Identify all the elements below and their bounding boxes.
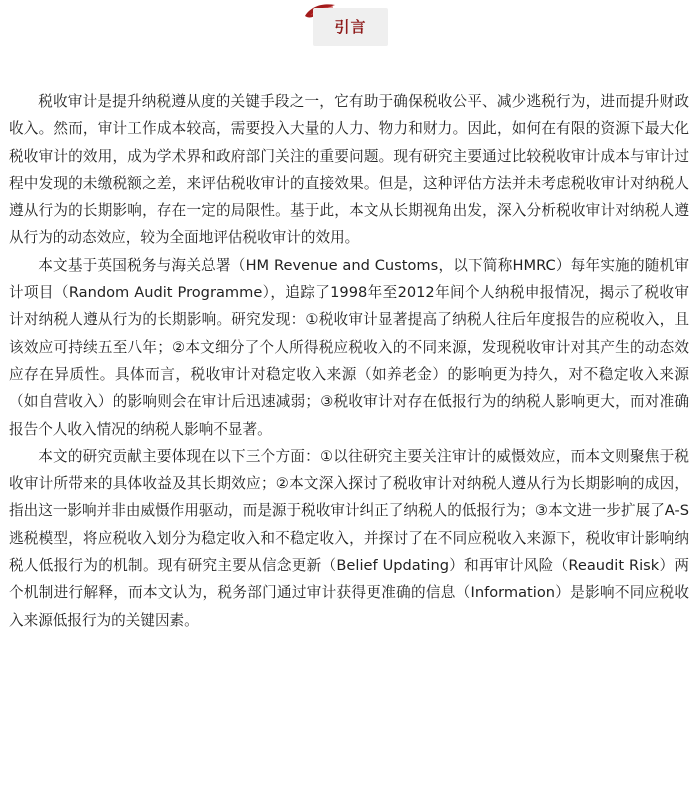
article-body	[9, 88, 689, 634]
title-box	[313, 8, 388, 46]
section-header	[0, 6, 700, 48]
section-title: 引言	[334, 18, 367, 36]
paragraph-contributions: 本文的研究贡献主要体现在以下三个方面：①以往研究主要关注审计的威慑效应，而本文则聚焦于税收审计所带来的具体收益及其长期效应；②本文深入探讨了税收审计对纳税人遵从行为长期影响的成因，指出这一影响并非由威慑作用驱动，而是源于税收审计纠正了纳税人的低报行为；③本文进一步扩展了A-S逃税模型，将应税收入划分为稳定收入和不稳定收入，并探讨了在不同应税收入来源下，税收审计影响纳税人低报行为的机制。现有研究主要从信念更新（Belief Updating）和再审计风险（Reaudit Risk）两个机制进行解释，而本文认为，税务部门通过审计获得更准确的信息（Information）是影响不同应税收入来源低报行为的关键因素。	[9, 447, 689, 629]
paragraph-intro: 税收审计是提升纳税遵从度的关键手段之一，它有助于确保税收公平、减少逃税行为，进而提升财政收入。然而，审计工作成本较高，需要投入大量的人力、物力和财力。因此，如何在有限的资源下最大化税收审计的效用，成为学术界和政府部门关注的重要问题。现有研究主要通过比较税收审计成本与审计过程中发现的未缴税额之差，来评估税收审计的直接效果。但是，这种评估方法并未考虑税收审计对纳税人遵从行为的长期影响，存在一定的局限性。基于此，本文从长期视角出发，深入分析税收审计对纳税人遵从行为的动态效应，较为全面地评估税收审计的效用。	[9, 93, 689, 247]
paragraph-findings: 本文基于英国税务与海关总署（HM Revenue and Customs，以下简称HMRC）每年实施的随机审计项目（Random Audit Programme），追踪了1998年至2012年间个人纳税申报情况，揭示了税收审计对纳税人遵从行为的长期影响。研究发现：①税收审计显著提高了纳税人往后年度报告的应税收入，且该效应可持续五至八年；②本文细分了个人所得税应税收入的不同来源，发现税收审计对其产生的动态效应存在异质性。具体而言，税收审计对稳定收入来源（如养老金）的影响更为持久，对不稳定收入来源（如自营收入）的影响则会在审计后迅速减弱；③税收审计对存在低报行为的纳税人影响更大，而对准确报告个人收入情况的纳税人影响不显著。	[9, 256, 689, 438]
